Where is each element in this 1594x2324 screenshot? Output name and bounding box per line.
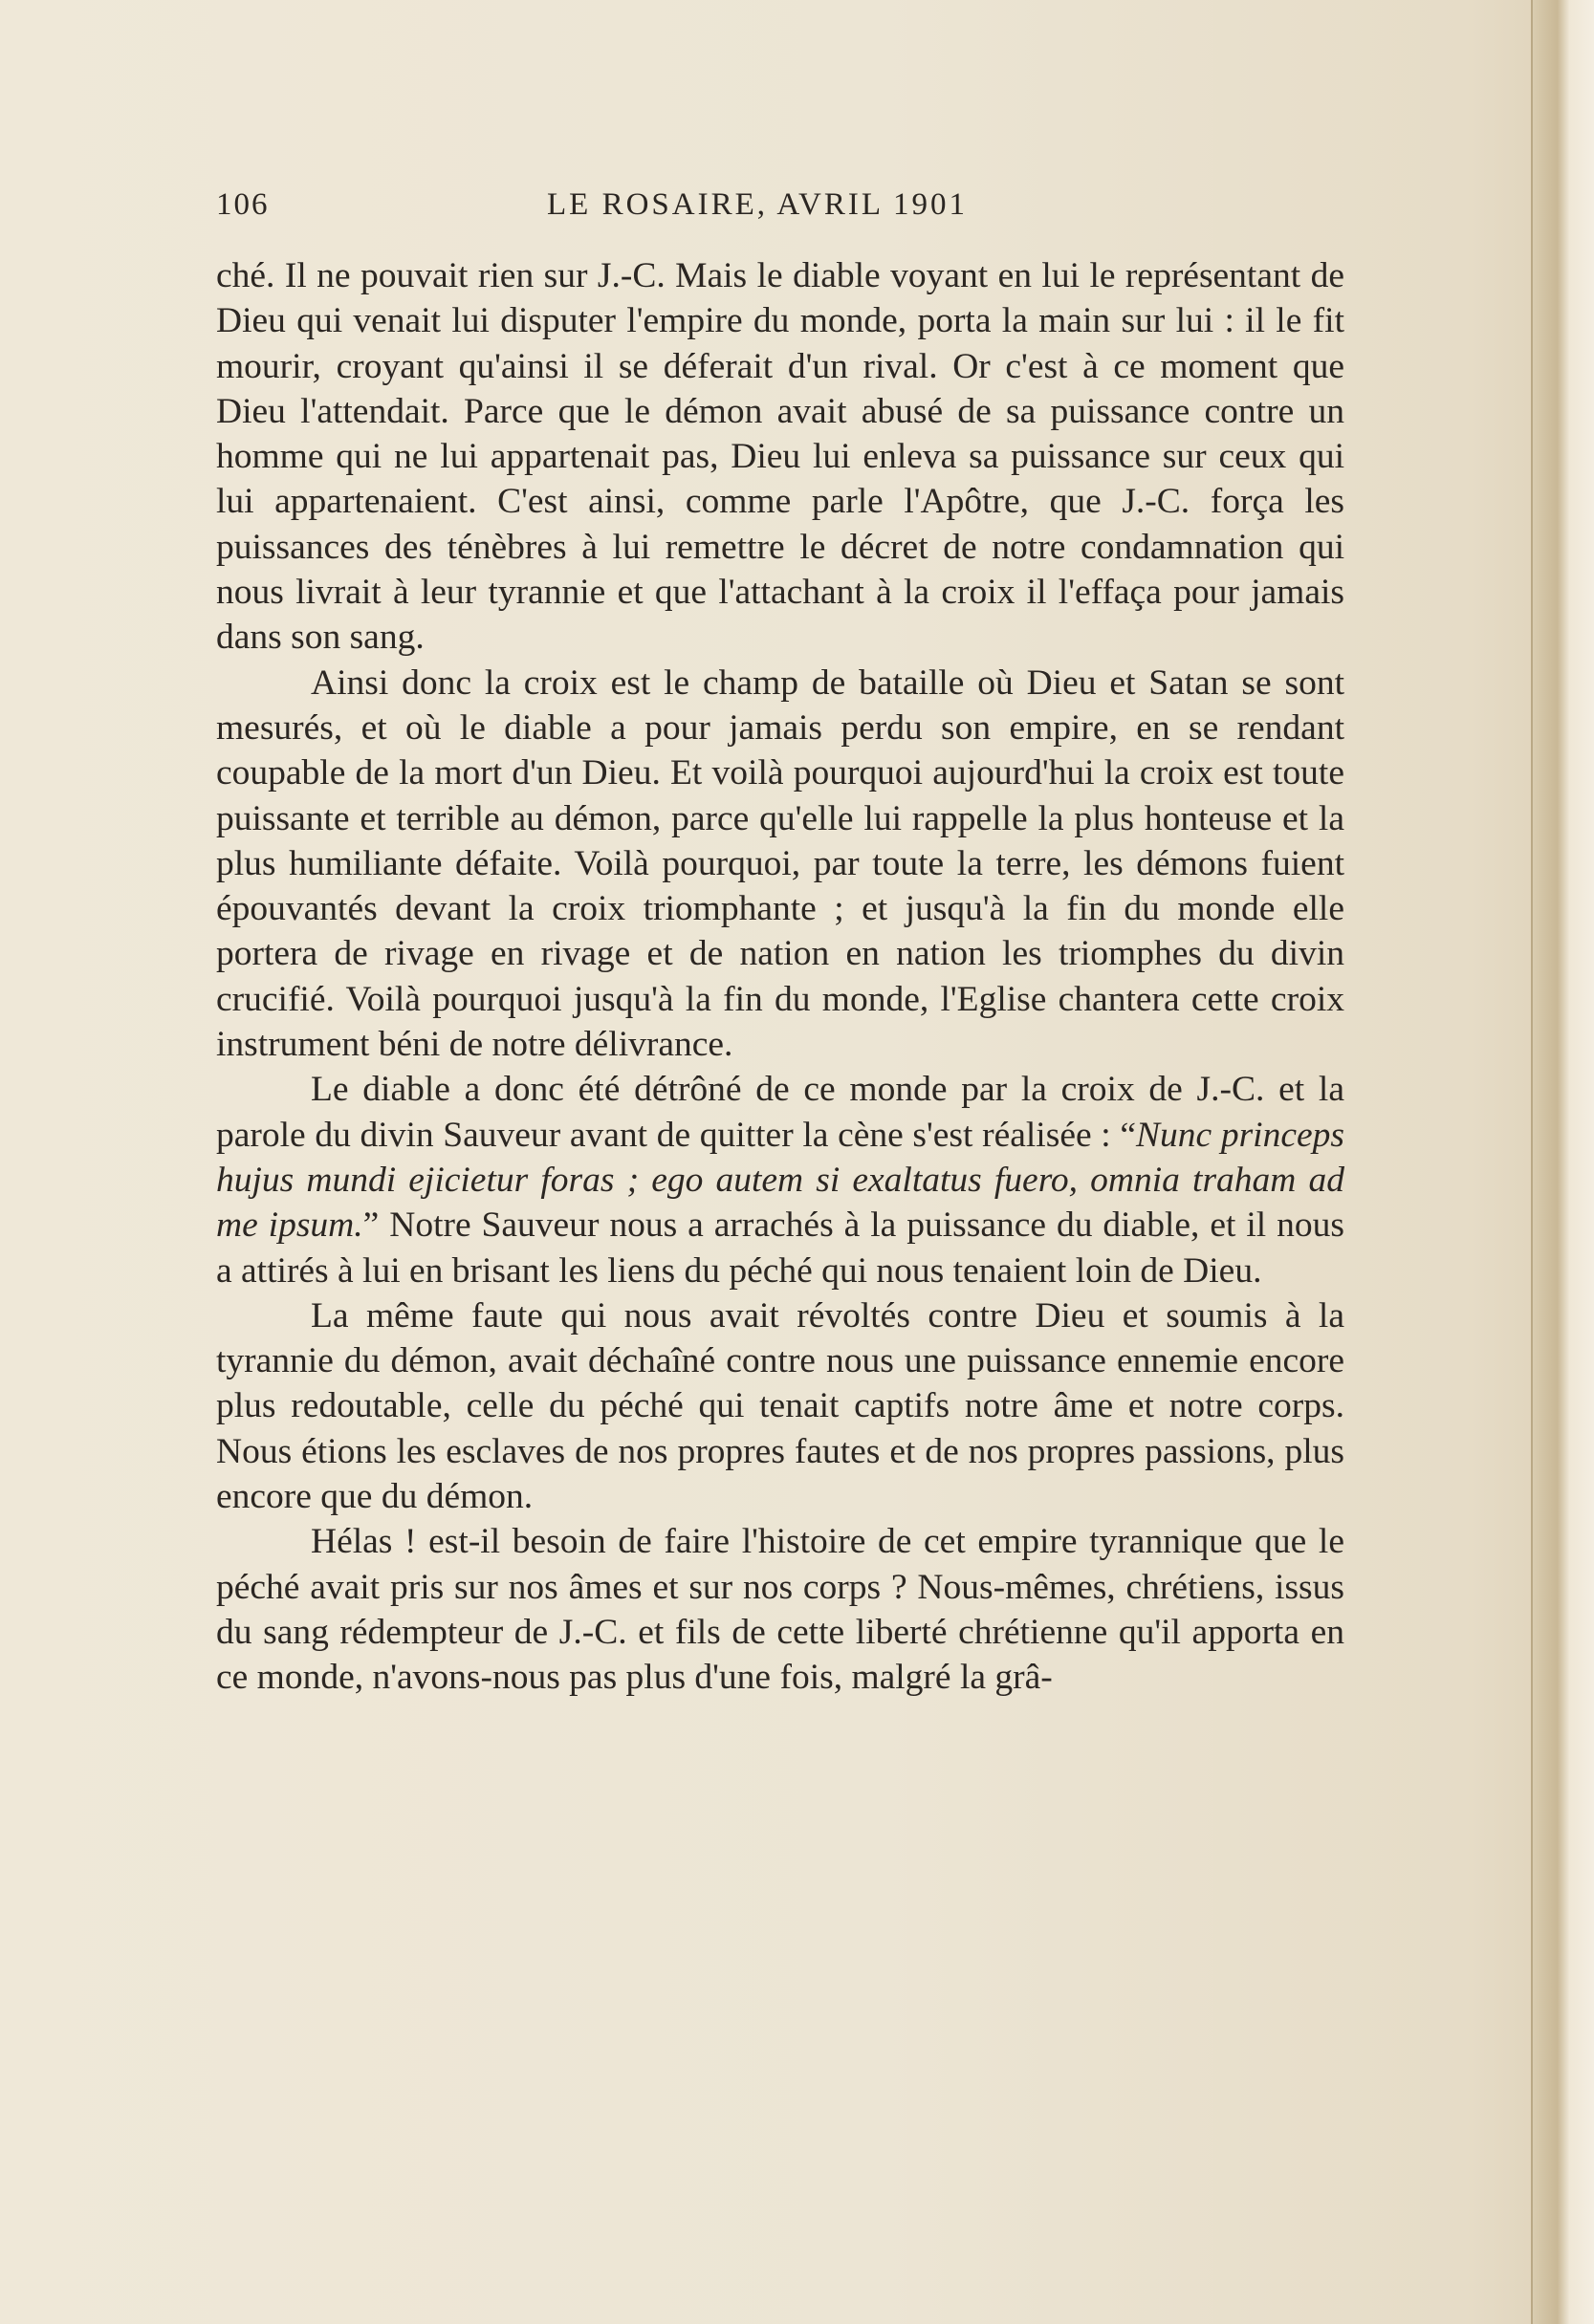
body-text [216, 253, 1344, 1701]
paragraph-2: Ainsi donc la croix est le champ de bataille où Dieu et Satan se sont mesurés, et où le diable a pour jamais perdu son empire, en se rendant coupable de la mort d'un Dieu. Et voilà pourquoi aujourd'hui la croix est toute puissante et terrible au démon, parce qu'elle lui rappelle la plus honteuse et la plus humiliante défaite. Voilà pourquoi, par toute la terre, les démons fuient épouvantés devant la croix triomphante ; et jusqu'à la fin du monde elle portera de rivage en rivage et de nation en nation les triomphes du divin crucifié. Voilà pourquoi jusqu'à la fin du monde, l'Eglise chantera cette croix instrument béni de notre délivrance. [216, 662, 1344, 1065]
paragraph-3-text-after: ” Notre Sauveur nous a arrachés à la puissance du diable, et il nous a attirés à lui en brisant les liens du péché qui nous tenaient loin de Dieu. [216, 1205, 1344, 1291]
page-number: 106 [216, 187, 270, 222]
latin-quotation: Nunc princeps hujus mundi ejicietur foras ; ego autem si exaltatus fuero, omnia traham ad me ipsum. [216, 1115, 1344, 1246]
paragraph-3-text-before: Le diable a donc été détrôné de ce monde par la croix de J.-C. et la parole du divin Sauveur avant de quitter la cène s'est réalisée : “ [216, 1070, 1344, 1155]
paragraph-3 [216, 1067, 1344, 1292]
running-head: LE ROSAIRE, AVRIL 1901 [547, 187, 969, 222]
paragraph-4: La même faute qui nous avait révoltés contre Dieu et soumis à la tyrannie du démon, avait déchaîné contre nous une puissance ennemie encore plus redoutable, celle du péché qui tenait captifs notre âme et notre corps. Nous étions les esclaves de nos propres fautes et de nos propres passions, plus encore que du démon. [216, 1295, 1344, 1517]
page-edge [1531, 0, 1594, 2324]
paragraph-1: ché. Il ne pouvait rien sur J.-C. Mais le diable voyant en lui le représentant de Dieu qui venait lui disputer l'empire du monde, porta la main sur lui : il le fit mourir, croyant qu'ainsi il se déferait d'un rival. Or c'est à ce moment que Dieu l'attendait. Parce que le démon avait abusé de sa puissance contre un homme qui ne lui appartenait pas, Dieu lui enleva sa puissance sur ceux qui lui appartenaient. C'est ainsi, comme parle l'Apôtre, que J.-C. força les puissances des ténèbres à lui remettre le décret de notre condamnation qui nous livrait à leur tyrannie et que l'attachant à la croix il l'effaça pour jamais dans son sang. [216, 256, 1344, 658]
paragraph-5: Hélas ! est-il besoin de faire l'histoire de cet empire tyrannique que le péché avait pris sur nos âmes et sur nos corps ? Nous-mêmes, chrétiens, issus du sang rédempteur de J.-C. et fils de cette liberté chrétienne qu'il apporta en ce monde, n'avons-nous pas plus d'une fois, malgré la grâ- [216, 1522, 1344, 1698]
page-header [216, 182, 1340, 228]
